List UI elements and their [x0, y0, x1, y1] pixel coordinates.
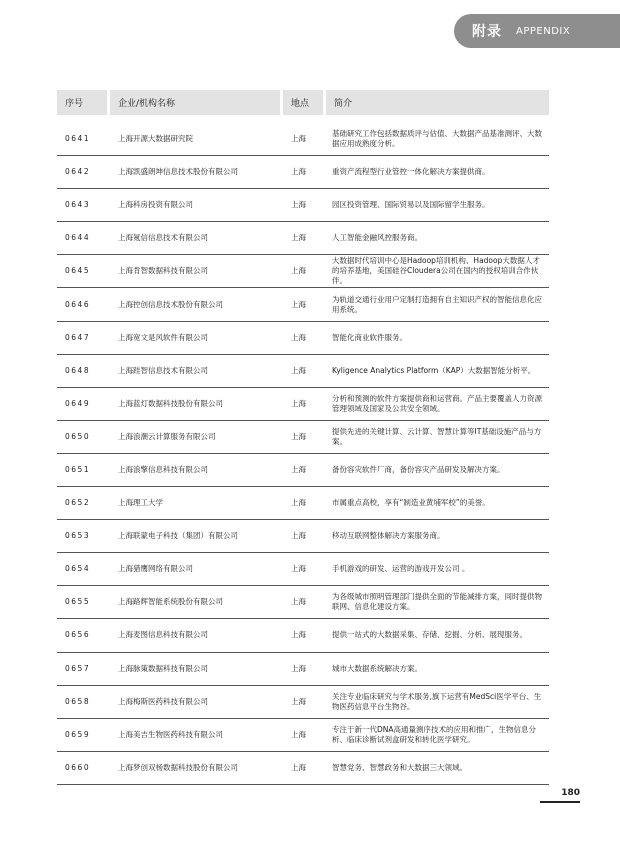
row-location: 上海: [291, 531, 306, 541]
row-intro: 手机游戏的研发、运营的游戏开发公司 。: [332, 564, 470, 574]
row-number: 0644: [65, 233, 91, 243]
row-company-name: 上海氪信信息技术有限公司: [118, 233, 208, 243]
row-location: 上海: [291, 762, 306, 772]
row-location: 上海: [291, 564, 306, 574]
appendix-title-cn: 附录: [472, 24, 502, 40]
row-intro: 为各级城市照明管理部门提供全面的节能减排方案，同时提供物联网、信息化建设方案。: [332, 592, 542, 612]
table-row: [57, 189, 549, 222]
table-row: [57, 288, 549, 321]
row-number: 0657: [65, 663, 91, 673]
row-location: 上海: [291, 431, 306, 441]
row-location: 上海: [291, 663, 306, 673]
row-number: 0656: [65, 630, 91, 640]
row-number: 0641: [65, 134, 91, 144]
row-location: 上海: [291, 167, 306, 177]
row-number: 0648: [65, 365, 91, 375]
header-intro: 简介: [326, 90, 549, 115]
row-number: 0660: [65, 762, 91, 772]
row-location: 上海: [291, 630, 306, 640]
row-intro: 基础研究工作包括数据质评与估值、大数据产品基准测评、大数据应用成熟度分析。: [332, 129, 542, 149]
table-row: [57, 156, 549, 189]
row-number: 0649: [65, 398, 91, 408]
row-company-name: 上海联蒙电子科技（集团）有限公司: [118, 531, 238, 541]
table-row: [57, 355, 549, 388]
row-intro: 人工智能金融风控服务商。: [332, 233, 422, 243]
row-location: 上海: [291, 233, 306, 243]
row-company-name: 上海浪潮云计算服务有限公司: [118, 431, 216, 441]
row-intro: 重资产流程型行业管控一体化解决方案提供商。: [332, 167, 490, 177]
row-intro: 智慧党务、智慧政务和大数据三大领域。: [332, 762, 467, 772]
row-company-name: 上海浪擎信息科技有限公司: [118, 464, 208, 474]
row-location: 上海: [291, 498, 306, 508]
row-number: 0645: [65, 266, 91, 276]
row-number: 0647: [65, 332, 91, 342]
row-intro: 市属重点高校，享有“制造业黄埔军校”的美誉。: [332, 498, 490, 508]
row-intro: 备份容灾软件厂商，备份容灾产品研发及解决方案。: [332, 464, 505, 474]
row-number: 0654: [65, 564, 91, 574]
table-row: [57, 322, 549, 355]
row-company-name: 上海凯盛朗坤信息技术股份有限公司: [118, 167, 238, 177]
row-location: 上海: [291, 134, 306, 144]
table-row: [57, 653, 549, 686]
page-number-rule: [540, 801, 580, 803]
table-row: [57, 454, 549, 487]
row-company-name: 上海麦图信息科技有限公司: [118, 630, 208, 640]
row-intro: 关注专业临床研究与学术服务,旗下运营有MedSci医学平台、生物医药信息平台生物谷。: [332, 691, 542, 711]
row-intro: 智能化商业软件服务。: [332, 332, 407, 342]
row-number: 0650: [65, 431, 91, 441]
row-company-name: 上海梦创双杨数据科技股份有限公司: [118, 762, 238, 772]
appendix-tab: [454, 14, 620, 48]
row-location: 上海: [291, 597, 306, 607]
table-row: [57, 388, 549, 421]
table-row: [57, 686, 549, 719]
header-no: 序号: [57, 90, 107, 115]
row-company-name: 上海理工大学: [118, 498, 163, 508]
row-location: 上海: [291, 200, 306, 210]
row-location: 上海: [291, 398, 306, 408]
row-intro: 为轨道交通行业用户定制打造拥有自主知识产权的智能信息化应用系统。: [332, 294, 542, 314]
row-company-name: 上海跬智信息技术有限公司: [118, 365, 208, 375]
table-header: [57, 90, 549, 115]
header-name: 企业/机构名称: [110, 90, 280, 115]
appendix-title-en: APPENDIX: [516, 25, 571, 37]
company-table: [57, 90, 549, 785]
row-intro: 专注于新一代DNA高通量测序技术的应用和推广，生物信息分析、临床诊断试剂盒研发和转化医学研究。: [332, 724, 537, 744]
row-company-name: 上海宽文是风软件有限公司: [118, 332, 208, 342]
table-row: [57, 487, 549, 520]
table-row: [57, 255, 549, 288]
row-number: 0642: [65, 167, 91, 177]
row-intro: 提供先进的关键计算、云计算、智慧计算等IT基础设施产品与方案。: [332, 426, 542, 446]
row-company-name: 上海开源大数据研究院: [118, 134, 193, 144]
row-company-name: 上海猎鹰网络有限公司: [118, 564, 193, 574]
table-row: [57, 520, 549, 553]
row-company-name: 上海美吉生物医药科技有限公司: [118, 729, 223, 739]
row-location: 上海: [291, 696, 306, 706]
row-location: 上海: [291, 299, 306, 309]
row-number: 0653: [65, 531, 91, 541]
row-intro: 提供一站式的大数据采集、存储、挖掘、分析、展现服务。: [332, 630, 527, 640]
row-number: 0658: [65, 696, 91, 706]
row-intro: 分析和预测的软件方案提供商和运营商。产品主要覆盖人力资源管理领域及国家及公共安全领域。: [332, 393, 542, 413]
table-row: [57, 553, 549, 586]
table-row: [57, 123, 549, 156]
table-row: [57, 421, 549, 454]
table-row: [57, 752, 549, 785]
row-location: 上海: [291, 365, 306, 375]
table-row: [57, 222, 549, 255]
row-intro: Kyligence Analytics Platform（KAP）大数据智能分析平。: [332, 365, 536, 375]
row-location: 上海: [291, 464, 306, 474]
row-location: 上海: [291, 729, 306, 739]
row-number: 0643: [65, 200, 91, 210]
row-company-name: 上海肯智数据科技有限公司: [118, 266, 208, 276]
row-company-name: 上海蓝灯数据科技股份有限公司: [118, 398, 223, 408]
row-company-name: 上海脉策数据科技有限公司: [118, 663, 208, 673]
header-location: 地点: [283, 90, 323, 115]
row-company-name: 上海梅斯医药科技有限公司: [118, 696, 208, 706]
row-number: 0652: [65, 498, 91, 508]
row-number: 0659: [65, 729, 91, 739]
table-row: [57, 586, 549, 619]
row-company-name: 上海控创信息技术股份有限公司: [118, 299, 223, 309]
row-intro: 园区投资管理、国际贸易以及国际留学生服务。: [332, 200, 490, 210]
page-number: 180: [561, 788, 580, 798]
row-intro: 城市大数据系统解决方案。: [332, 663, 422, 673]
row-intro: 大数据时代培训中心是Hadoop培训机构、Hadoop大数据人才的培养基地，美国硅谷Cloudera公司在国内的授权培训合作伙伴。: [332, 256, 540, 286]
row-intro: 移动互联网整体解决方案服务商。: [332, 531, 445, 541]
row-number: 0651: [65, 464, 91, 474]
row-location: 上海: [291, 266, 306, 276]
row-number: 0655: [65, 597, 91, 607]
row-company-name: 上海科房投资有限公司: [118, 200, 193, 210]
table-body: [57, 123, 549, 785]
row-company-name: 上海路辉智能系统股份有限公司: [118, 597, 223, 607]
row-location: 上海: [291, 332, 306, 342]
row-number: 0646: [65, 299, 91, 309]
table-row: [57, 719, 549, 752]
table-row: [57, 619, 549, 652]
